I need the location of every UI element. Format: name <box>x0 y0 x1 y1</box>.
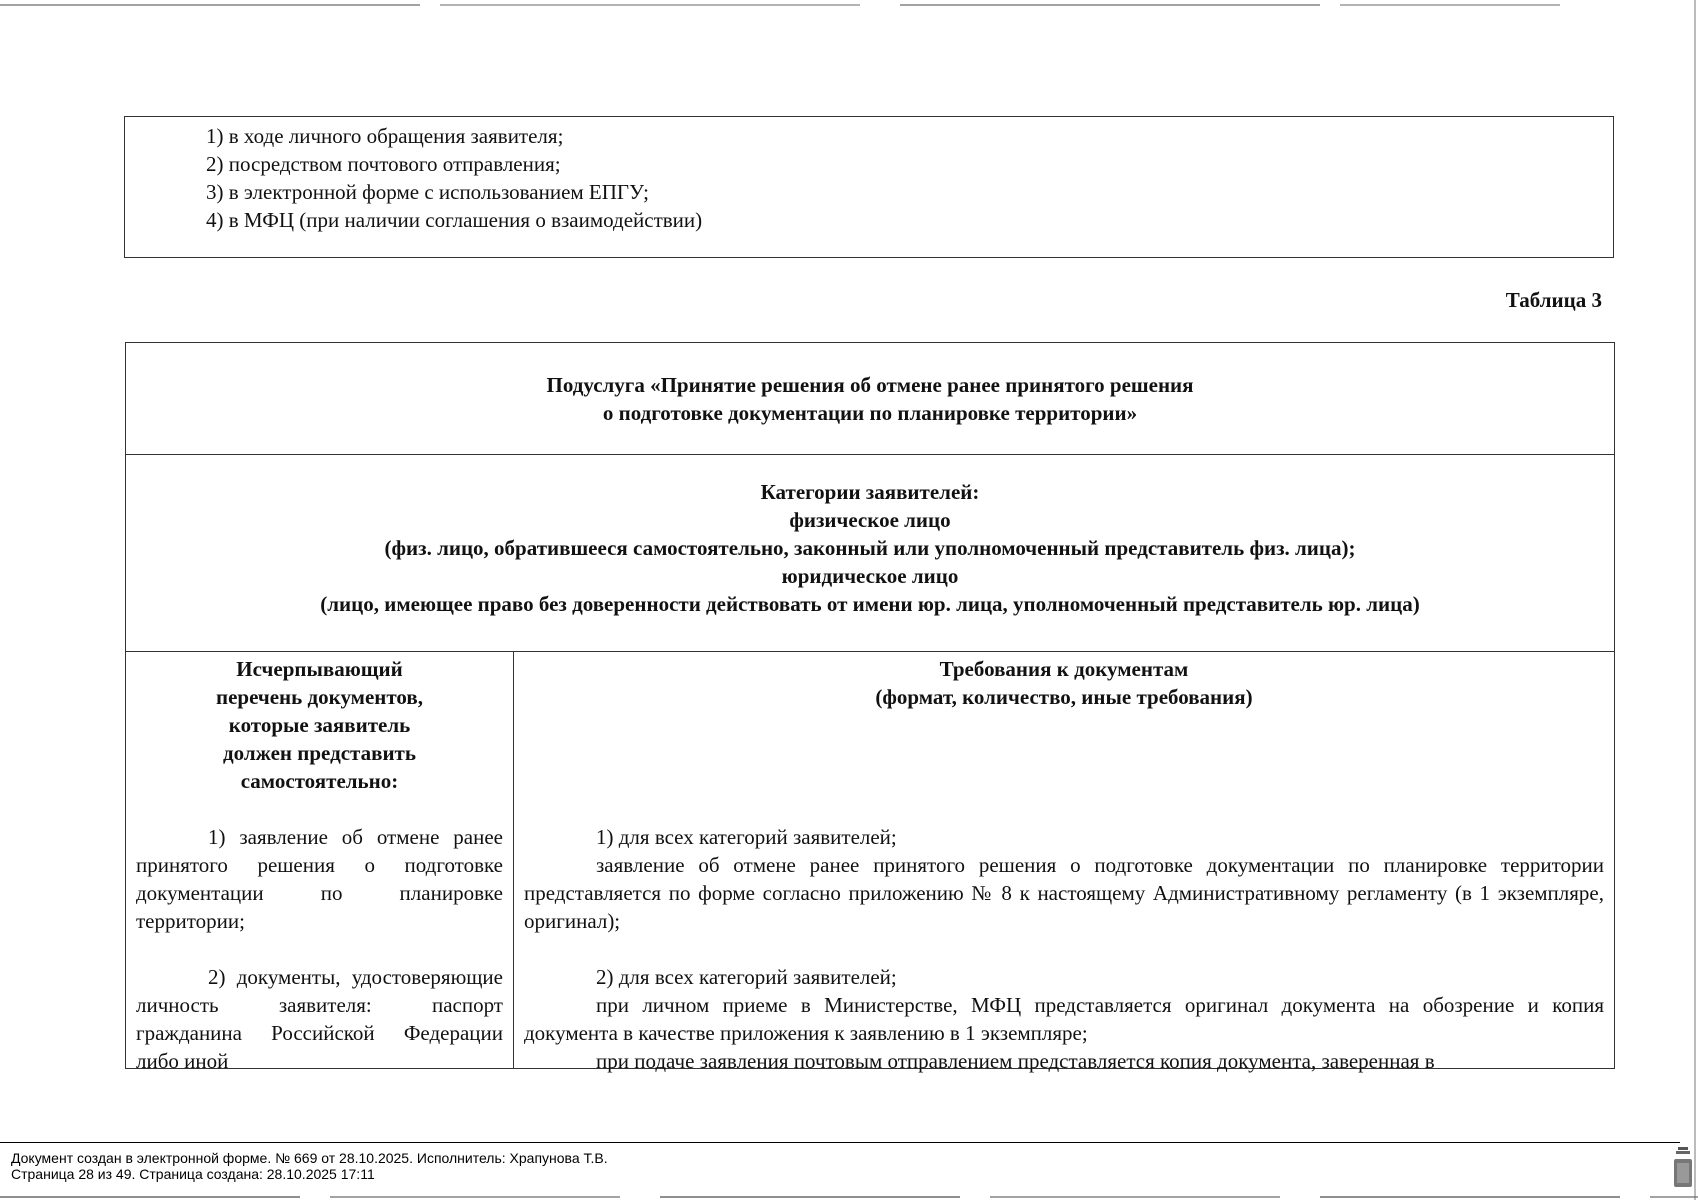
categories-line: (физ. лицо, обратившееся самостоятельно, законный или уполномоченный представитель физ. лица); <box>384 536 1356 560</box>
header-line: самостоятельно: <box>240 769 399 793</box>
list-item: 2) посредством почтового отправления; <box>206 152 561 176</box>
emblem-icon <box>1672 1145 1694 1191</box>
footer-divider <box>0 1142 1680 1143</box>
header-line: (формат, количество, иные требования) <box>875 685 1253 709</box>
header-line: должен представить <box>223 741 416 765</box>
categories-line: юридическое лицо <box>781 564 959 588</box>
left-item-2: 2) документы, удостоверяющие личность заявителя: паспорт гражданина Российской Федерации либо иной <box>136 965 503 1073</box>
right-item-1-head: 1) для всех категорий заявителей; <box>596 825 897 849</box>
header-line: Исчерпывающий <box>236 657 403 681</box>
right-item-1-body: заявление об отмене ранее принятого решения о подготовке документации по планировке территории представляется по форме согласно приложению № 8 к настоящему Административному регламенту (в 1 экземпляре, оригинал); <box>524 853 1604 933</box>
left-column-header <box>136 655 503 795</box>
documents-row <box>126 652 1614 1073</box>
service-title-line: о подготовке документации по планировке территории» <box>602 400 1138 425</box>
right-item-2-body-2: при подаче заявления почтовым отправлением представляется копия документа, заверенная в <box>596 1049 1435 1073</box>
categories-line: физическое лицо <box>789 508 951 532</box>
left-item-1: 1) заявление об отмене ранее принятого решения о подготовке документации по планировке территории; <box>136 825 503 933</box>
service-title-line: Подуслуга «Принятие решения об отмене ранее принятого решения <box>546 372 1194 397</box>
footer-line-1: Документ создан в электронной форме. № 669 от 28.10.2025. Исполнитель: Храпунова Т.В. <box>11 1150 608 1166</box>
submission-methods-box <box>124 116 1614 258</box>
requirements-column <box>514 652 1614 1073</box>
scan-artifact-bottom <box>0 1196 1698 1198</box>
header-line: Требования к документам <box>939 657 1189 681</box>
header-line: которые заявитель <box>228 713 411 737</box>
document-footer <box>11 1150 608 1182</box>
submission-methods-list <box>206 122 702 234</box>
service-title-row <box>126 343 1614 455</box>
footer-line-2: Страница 28 из 49. Страница создана: 28.10.2025 17:11 <box>11 1166 375 1182</box>
right-column-header <box>524 655 1604 711</box>
list-item: 1) в ходе личного обращения заявителя; <box>206 124 564 148</box>
scan-artifact-top <box>0 4 1560 6</box>
categories-line: Категории заявителей: <box>760 480 980 504</box>
table-label: Таблица 3 <box>1505 288 1602 312</box>
table-3 <box>125 342 1615 1073</box>
right-item-2-head: 2) для всех категорий заявителей; <box>596 965 897 989</box>
documents-list-column <box>126 652 514 1073</box>
header-line: перечень документов, <box>216 685 423 709</box>
list-item: 3) в электронной форме с использованием ЕПГУ; <box>206 180 649 204</box>
scan-artifact-edge <box>1694 0 1696 1200</box>
list-item: 4) в МФЦ (при наличии соглашения о взаимодействии) <box>206 208 703 232</box>
categories-line: (лицо, имеющее право без доверенности действовать от имени юр. лица, уполномоченный представитель юр. лица) <box>320 592 1420 616</box>
right-item-2-body-1: при личном приеме в Министерстве, МФЦ представляется оригинал документа на обозрение и копия документа в качестве приложения к заявлению в 1 экземпляре; <box>524 993 1604 1045</box>
applicant-categories-row <box>126 455 1614 652</box>
